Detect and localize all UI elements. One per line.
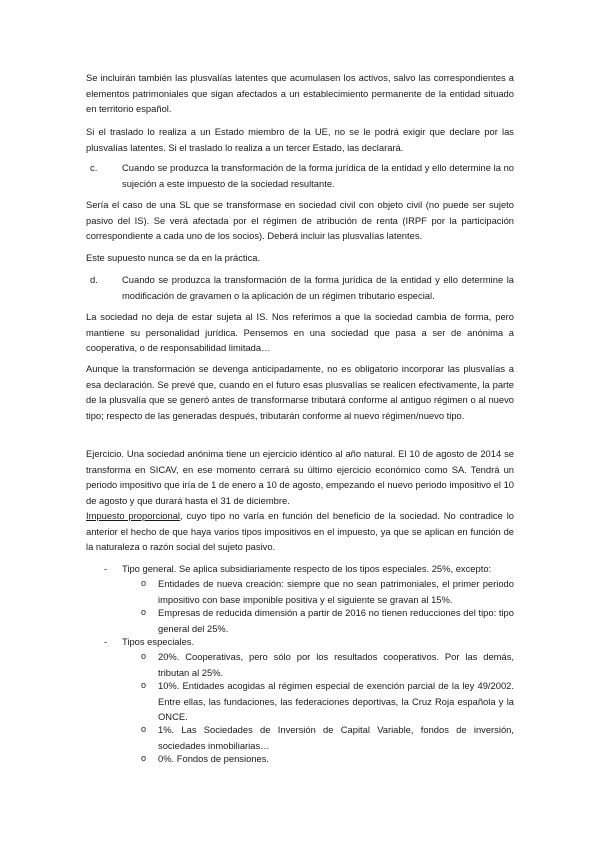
bullet-circle: o (141, 680, 147, 690)
sub-list-item (141, 751, 514, 767)
list-item-tipos-especiales (104, 634, 514, 650)
bullet-circle: o (141, 753, 147, 763)
enum-marker-d: d. (90, 274, 98, 285)
list-item-tipo-general (104, 561, 514, 577)
paragraph-sociedad-civil: Sería el caso de una SL que se transformase en sociedad civil con objeto civil (no puede ser sujeto pasivo del IS). Se verá afectada por el régimen de atribución de renta (IRPF por la participación correspondiente a cada uno de los socios). Deberá incluir las plusvalías latentes. (86, 199, 514, 242)
paragraph-plusvalias-latentes: Se incluirán también las plusvalías latentes que acumulasen los activos, salvo las correspondientes a elementos patrimoniales que sigan afectados a un establecimiento permanente de la entidad situado en territorio español. (86, 72, 514, 115)
bullet-dash: - (104, 563, 108, 574)
sub-list-item (141, 722, 514, 753)
paragraph-impuesto-proporcional (86, 508, 514, 555)
sub-list-item-text: 1%. Las Sociedades de Inversión de Capital Variable, fondos de inversión, sociedades inmobiliarias… (158, 724, 514, 751)
bullet-circle: o (141, 651, 147, 661)
paragraph-supuesto: Este supuesto nunca se da en la práctica. (86, 252, 261, 263)
bullet-circle: o (141, 578, 147, 588)
enum-marker-c: c. (90, 162, 98, 173)
enum-text-d: Cuando se produzca la transformación de la forma jurídica de la entidad y ello determine la modificación de gravamen o la aplicación de un régimen tributario especial. (122, 274, 514, 301)
sub-list-item-text: 0%. Fondos de pensiones. (158, 753, 270, 764)
underlined-heading: Impuesto proporcional (86, 510, 181, 521)
bullet-circle: o (141, 724, 147, 734)
paragraph-impuesto-text: , cuyo tipo no varía en función del beneficio de la sociedad. No contradice lo anterior el hecho de que haya varios tipos impositivos en el impuesto, ya que se aplican en función de la naturaleza o razón social del sujeto pasivo. (86, 510, 514, 553)
paragraph-sujeta-is: La sociedad no deja de estar sujeta al IS. Nos referimos a que la sociedad cambia de forma, pero mantiene su personalidad jurídica. Pensemos en una sociedad que pasa a ser de anónima a cooperativa, o de responsabilidad limitada… (86, 311, 514, 354)
sub-list-item (141, 649, 514, 680)
bullet-dash: - (104, 636, 108, 647)
sub-list-item (141, 605, 514, 636)
list-item-text: Tipo general. Se aplica subsidiariamente respecto de los tipos especiales. 25%, excepto: (122, 563, 492, 574)
sub-list-item (141, 576, 514, 607)
enum-text-c: Cuando se produzca la transformación de la forma jurídica de la entidad y ello determine la no sujeción a este impuesto de la sociedad resultante. (122, 162, 514, 189)
paragraph-ejercicio: Ejercicio. Una sociedad anónima tiene un ejercicio idéntico al año natural. El 10 de agosto de 2014 se transforma en SICAV, en ese momento cerrará su último ejercicio económico como SA. Tendrá un periodo impositivo que iría de 1 de enero a 10 de agosto, empezando el nuevo periodo impositivo el 10 de agosto y que durará hasta el 31 de diciembre. (86, 448, 514, 506)
bullet-circle: o (141, 607, 147, 617)
enum-item-d (90, 272, 514, 303)
list-item-text: Tipos especiales. (122, 636, 195, 647)
sub-list-item-text: Entidades de nueva creación: siempre que no sean patrimoniales, el primer periodo impositivo con base imponible positiva y el siguiente se gravan al 15%. (158, 578, 514, 605)
sub-list-item-text: 10%. Entidades acogidas al régimen especial de exención parcial de la ley 49/2002. Entre ellas, las fundaciones, las federaciones deportivas, la Cruz Roja española y la ONCE. (158, 680, 514, 723)
sub-list-item-text: Empresas de reducida dimensión a partir de 2016 no tienen reducciones del tipo: tipo general del 25%. (158, 607, 514, 634)
sub-list-item (141, 678, 514, 725)
enum-item-c (90, 160, 514, 191)
paragraph-traslado: Si el traslado lo realiza a un Estado miembro de la UE, no se le podrá exigir que declare por las plusvalías latentes. Si el traslado lo realiza a un tercer Estado, las declarará. (86, 126, 514, 153)
paragraph-transformacion: Aunque la transformación se devenga anticipadamente, no es obligatorio incorporar las plusvalías a esa declaración. Se prevé que, cuando en el futuro esas plusvalías se realicen efectivamente, la parte de la plusvalía que se generó antes de transformarse tributará conforme al antiguo régimen o al nuevo tipo; respecto de las generadas después, tributarán conforme al nuevo régimen/nuevo tipo. (86, 363, 514, 421)
sub-list-item-text: 20%. Cooperativas, pero sólo por los resultados cooperativos. Por las demás, tributan al 25%. (158, 651, 514, 678)
